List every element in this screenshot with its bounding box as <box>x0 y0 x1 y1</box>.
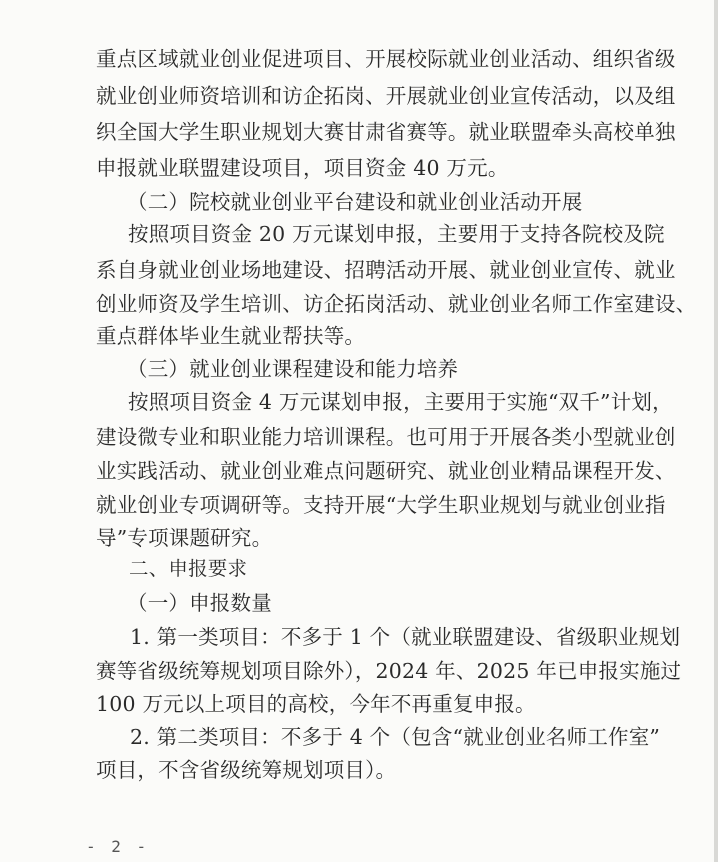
page-number: - 2 - <box>86 837 150 856</box>
paragraph-1-line-1: 重点区域就业创业促进项目、开展校际就业创业活动、组织省级 <box>96 47 676 71</box>
page-edge-shadow <box>714 0 718 862</box>
paragraph-3-line-4: 就业创业专项调研等。支持开展“大学生职业规划与就业创业指 <box>96 493 666 517</box>
item-2-line-2: 项目，不含省级统筹规划项目）。 <box>96 758 397 782</box>
paragraph-2-line-1: 按照项目资金 20 万元谋划申报，主要用于支持各院校及院 <box>128 222 665 246</box>
item-1-line-3: 100 万元以上项目的高校，今年不再重复申报。 <box>96 692 536 716</box>
subheading-platform: （二）院校就业创业平台建设和就业创业活动开展 <box>127 190 583 214</box>
subsection-quantity: （一）申报数量 <box>127 591 272 615</box>
paragraph-1-line-4: 申报就业联盟建设项目，项目资金 40 万元。 <box>96 156 509 180</box>
paragraph-3-line-5: 导”专项课题研究。 <box>96 526 273 550</box>
paragraph-2-line-4: 重点群体毕业生就业帮扶等。 <box>96 324 366 348</box>
subheading-course: （三）就业创业课程建设和能力培养 <box>127 357 459 381</box>
item-1-line-2: 赛等省级统筹规划项目除外），2024 年、2025 年已申报实施过 <box>96 659 682 683</box>
paragraph-1-line-3: 织全国大学生职业规划大赛甘肃省赛等。就业联盟牵头高校单独 <box>96 120 676 144</box>
paragraph-1-line-2: 就业创业师资培训和访企拓岗、开展就业创业宣传活动，以及组 <box>96 84 676 108</box>
item-1-line-1: 1. 第一类项目：不多于 1 个（就业联盟建设、省级职业规划 <box>130 625 681 649</box>
item-2-line-1: 2. 第二类项目：不多于 4 个（包含“就业创业名师工作室” <box>130 725 661 749</box>
paragraph-3-line-3: 业实践活动、就业创业难点问题研究、就业创业精品课程开发、 <box>96 459 676 483</box>
paragraph-2-line-2: 系自身就业创业场地建设、招聘活动开展、就业创业宣传、就业 <box>96 258 676 282</box>
paragraph-3-line-1: 按照项目资金 4 万元谋划申报，主要用于实施“双千”计划， <box>128 390 673 414</box>
section-title-requirements: 二、申报要求 <box>129 557 248 580</box>
paragraph-2-line-3: 创业师资及学生培训、访企拓岗活动、就业创业名师工作室建设、 <box>96 292 697 316</box>
paragraph-3-line-2: 建设微专业和职业能力培训课程。也可用于开展各类小型就业创 <box>96 425 676 449</box>
